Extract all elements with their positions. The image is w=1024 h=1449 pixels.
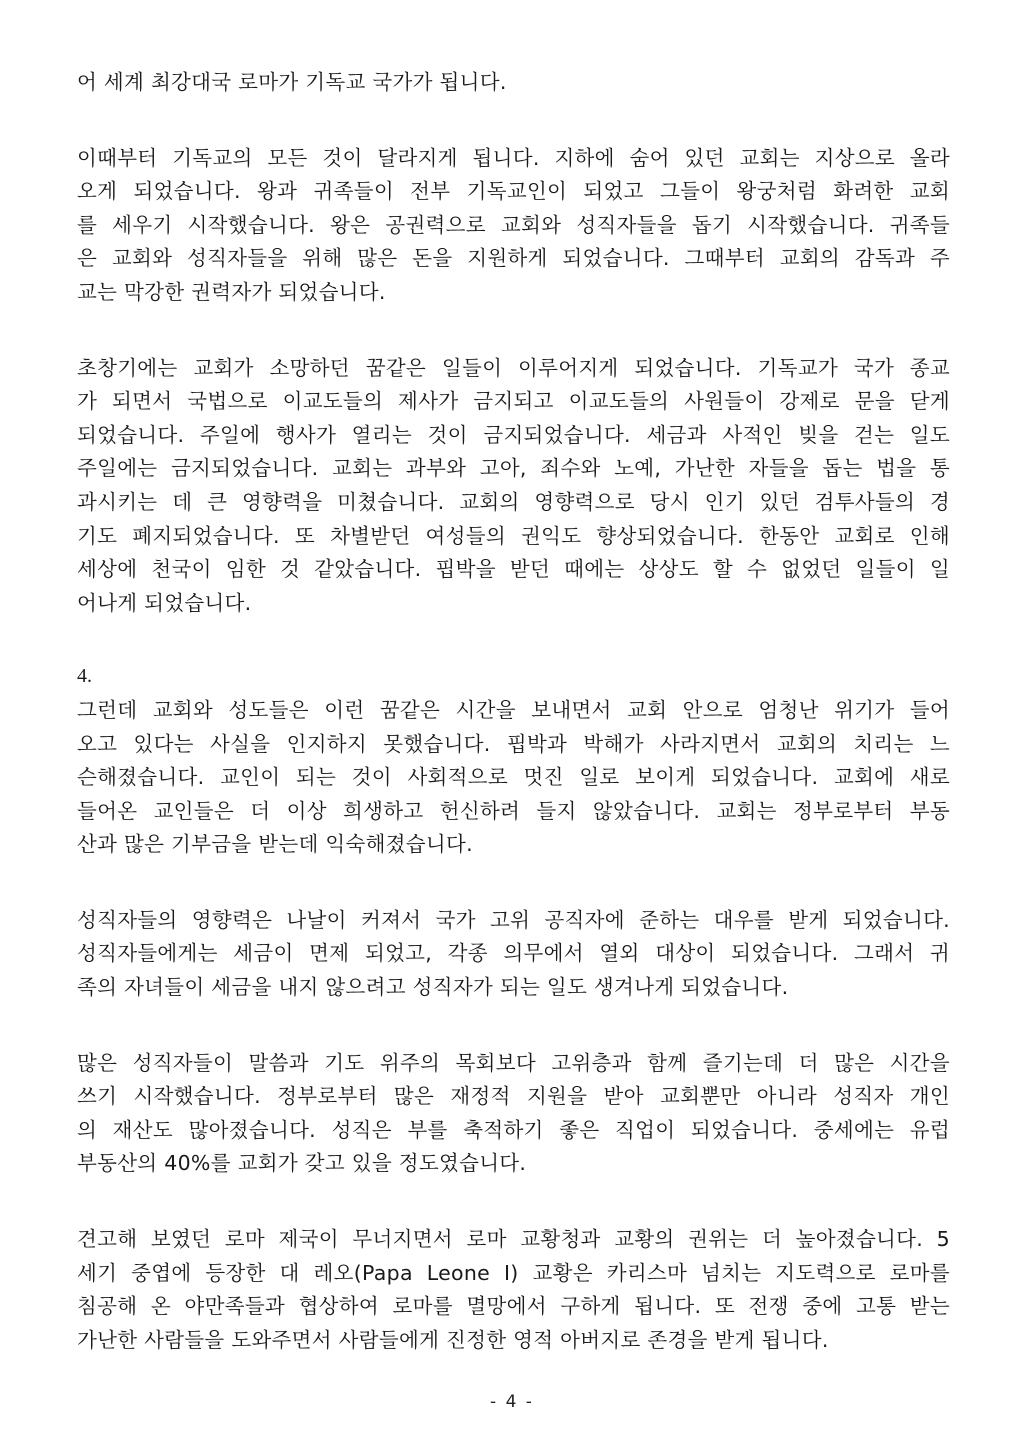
paragraph (77, 1047, 950, 1181)
text-line: 이때부터 기독교의 모든 것이 달라지게 됩니다. 지하에 숨어 있던 교회는 지상으로 올라 (77, 145, 950, 170)
intro-paragraphs (77, 66, 950, 620)
paragraph (77, 352, 950, 621)
text-line: 많은 성직자들이 말씀과 기도 위주의 목회보다 고위층과 함께 즐기는데 더 많은 시간을 (77, 1050, 950, 1075)
text-line: 과시키는 데 큰 영향력을 미쳤습니다. 교회의 영향력으로 당시 인기 있던 검투사들의 경 (77, 489, 950, 514)
section-paragraphs (77, 694, 950, 1358)
page-number: - 4 - (490, 1392, 534, 1412)
text-line: 성직자들에게는 세금이 면제 되었고, 각종 의무에서 열외 대상이 되었습니다. 그래서 귀 (77, 941, 950, 966)
paragraph (77, 1223, 950, 1357)
text-line: 세기 중엽에 등장한 대 레오(Papa Leone I) 교황은 카리스마 넘치는 지도력으로 로마를 (77, 1260, 950, 1285)
paragraph (77, 142, 950, 310)
text-line: 족의 자녀들이 세금을 내지 않으려고 성직자가 되는 일도 생겨나게 되었습니다. (77, 975, 789, 1000)
text-line: 오게 되었습니다. 왕과 귀족들이 전부 기독교인이 되었고 그들이 왕궁처럼 화려한 교회 (77, 179, 950, 204)
text-line: 오고 있다는 사실을 인지하지 못했습니다. 핍박과 박해가 사라지면서 교회의 치리는 느 (77, 731, 950, 756)
text-line: 성직자들의 영향력은 나날이 커져서 국가 고위 공직자에 준하는 대우를 받게 되었습니다. (77, 907, 950, 932)
text-line: 교는 막강한 권력자가 되었습니다. (77, 279, 386, 304)
text-line: 되었습니다. 주일에 행사가 열리는 것이 금지되었습니다. 세금과 사적인 빚을 걷는 일도 (77, 422, 950, 447)
text-line: 견고해 보였던 로마 제국이 무너지면서 로마 교황청과 교황의 권위는 더 높아졌습니다. 5 (77, 1227, 950, 1252)
text-line: 들어온 교인들은 더 이상 희생하고 헌신하려 들지 않았습니다. 교회는 정부로부터 부동 (77, 798, 950, 823)
paragraph (77, 694, 950, 862)
text-line: 슨해졌습니다. 교인이 되는 것이 사회적으로 멋진 일로 보이게 되었습니다. 교회에 새로 (77, 765, 950, 790)
text-line: 가 되면서 국법으로 이교도들의 제사가 금지되고 이교도들의 사원들이 강제로 문을 닫게 (77, 389, 950, 414)
paragraph (77, 904, 950, 1005)
text-line: 기도 폐지되었습니다. 또 차별받던 여성들의 권익도 향상되었습니다. 한동안 교회로 인해 (77, 523, 950, 548)
text-line: 그런데 교회와 성도들은 이런 꿈같은 시간을 보내면서 교회 안으로 엄청난 위기가 들어 (77, 697, 950, 722)
section-number: 4. (77, 665, 92, 688)
text-line: 세상에 천국이 임한 것 같았습니다. 핍박을 받던 때에는 상상도 할 수 없었던 일들이 일 (77, 557, 950, 582)
text-line: 를 세우기 시작했습니다. 왕은 공권력으로 교회와 성직자들을 돕기 시작했습니다. 귀족들 (77, 212, 950, 237)
text-line: 어 세계 최강대국 로마가 기독교 국가가 됩니다. (77, 70, 507, 94)
text-line: 은 교회와 성직자들을 위해 많은 돈을 지원하게 되었습니다. 그때부터 교회의 감독과 주 (77, 246, 950, 271)
text-line: 침공해 온 야만족들과 협상하여 로마를 멸망에서 구하게 됩니다. 또 전쟁 중에 고통 받는 (77, 1294, 950, 1319)
text-line: 어나게 되었습니다. (77, 590, 252, 615)
text-line: 주일에는 금지되었습니다. 교회는 과부와 고아, 죄수와 노예, 가난한 자들을 돕는 법을 통 (77, 456, 950, 481)
document-body (77, 66, 950, 1399)
text-line: 부동산의 40%를 교회가 갖고 있을 정도였습니다. (77, 1151, 527, 1176)
text-line: 쓰기 시작했습니다. 정부로부터 많은 재정적 지원을 받아 교회뿐만 아니라 성직자 개인 (77, 1084, 950, 1109)
text-line: 산과 많은 기부금을 받는데 익숙해졌습니다. (77, 832, 473, 857)
text-line: 가난한 사람들을 도와주면서 사람들에게 진정한 영적 아버지로 존경을 받게 됩니다. (77, 1327, 829, 1352)
paragraph (77, 66, 950, 100)
text-line: 의 재산도 많아졌습니다. 성직은 부를 축적하기 좋은 직업이 되었습니다. 중세에는 유럽 (77, 1117, 950, 1142)
text-line: 초창기에는 교회가 소망하던 꿈같은 일들이 이루어지게 되었습니다. 기독교가 국가 종교 (77, 355, 950, 380)
